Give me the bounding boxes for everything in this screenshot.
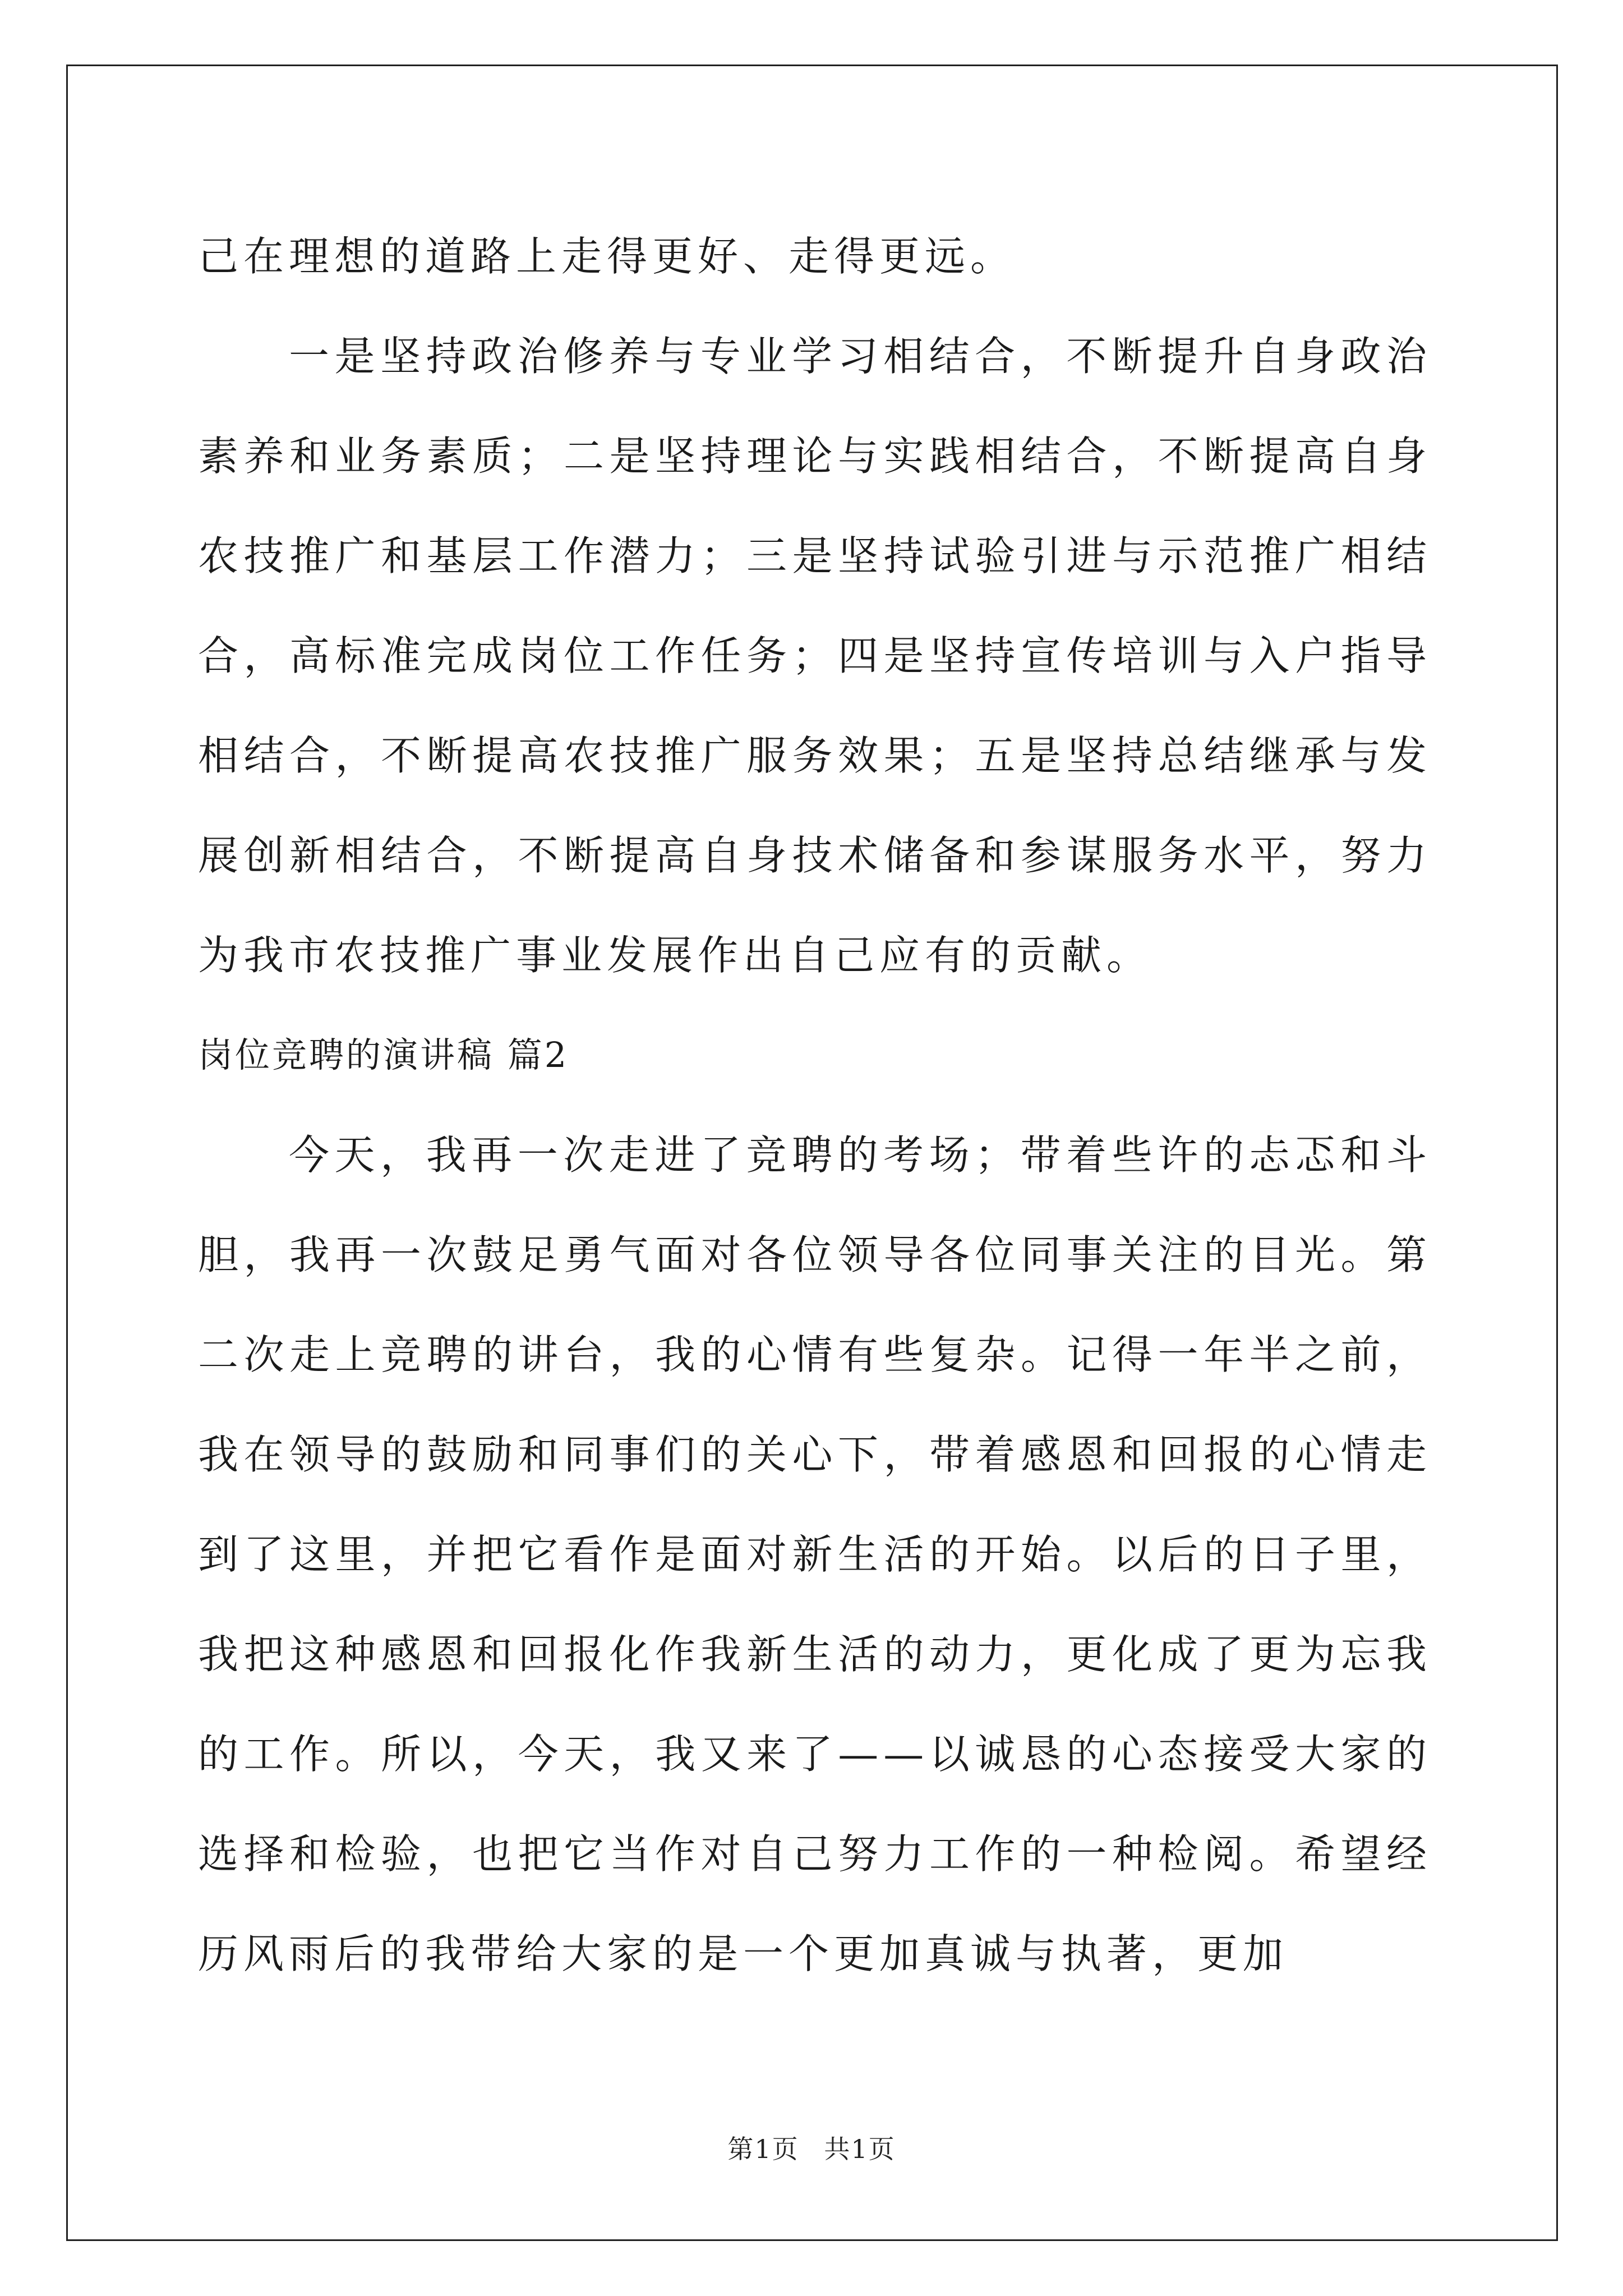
page-total: 共1页 bbox=[824, 2134, 896, 2164]
paragraph-continuation: 己在理想的道路上走得更好、走得更远。 bbox=[198, 233, 1016, 280]
paragraph-speech: 今天，我再一次走进了竞聘的考场；带着些许的忐忑和斗胆，我再一次鼓足勇气面对各位领导各位同事关注的目光。第二次走上竞聘的讲台，我的心情有些复杂。记得一年半之前，我在领导的鼓励和同事们的关心下，带着感恩和回报的心情走到了这里，并把它看作是面对新生活的开始。以后的日子里，我把这种感恩和回报化作我新生活的动力，更化成了更为忘我的工作。所以，今天，我又来了——以诚恳的心态接受大家的选择和检验，也把它当作对自己努力工作的一种检阅。希望经历风雨后的我带给大家的是一个更加真诚与执著，更加 bbox=[198, 1131, 1432, 1977]
page-footer bbox=[0, 2129, 1623, 2166]
page-number: 第1页 bbox=[727, 2134, 799, 2164]
section-heading: 岗位竞聘的演讲稿 篇2 bbox=[198, 1034, 569, 1075]
paragraph-goals: 一是坚持政治修养与专业学习相结合，不断提升自身政治素养和业务素质；二是坚持理论与实践相结合，不断提高自身农技推广和基层工作潜力；三是坚持试验引进与示范推广相结合，高标准完成岗位工作任务；四是坚持宣传培训与入户指导相结合，不断提高农技推广服务效果；五是坚持总结继承与发展创新相结合，不断提高自身技术储备和参谋服务水平，努力为我市农技推广事业发展作出自己应有的贡献。 bbox=[198, 333, 1432, 979]
document-body bbox=[198, 206, 1432, 2004]
